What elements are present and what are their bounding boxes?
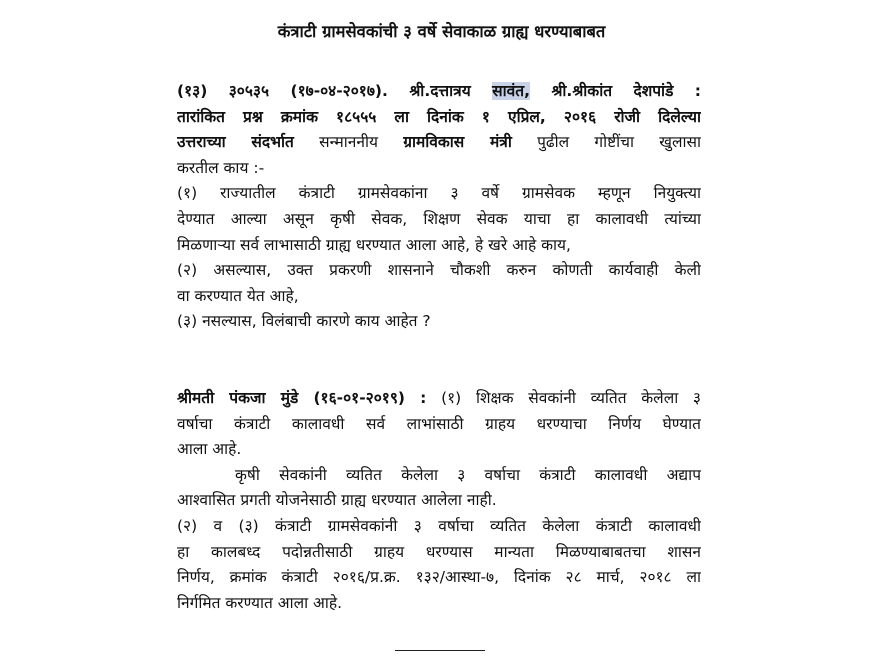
q2-line-2: वा करण्यात येत आहे, <box>177 286 299 305</box>
question-header-line <box>177 79 701 105</box>
asker-2: श्री.श्रीकांत देशपांडे : <box>551 82 701 100</box>
answer-23-line-1: (२) व (३) कंत्राटी ग्रामसेवकांनी ३ वर्षाचा व्यतित केलेला कंत्राटी कालावधी <box>177 516 701 535</box>
separator-line <box>395 650 485 651</box>
reference-text-1: सन्माननीय <box>319 133 378 152</box>
answer-23-line-3: निर्णय, क्रमांक कंत्राटी २०१६/प्र.क्र. १३२/आस्था-७, दिनांक २८ मार्च, २०१८ ला <box>177 568 701 587</box>
document-title: कंत्राटी ग्रामसेवकांची ३ वर्षे सेवाकाळ ग्राह्य धरण्याबाबत <box>277 22 606 41</box>
minister-title: ग्रामविकास मंत्री <box>403 133 512 152</box>
question-id: ३०५३५ <box>228 82 270 100</box>
asker-first-name: श्री.दत्तात्रय <box>409 82 471 100</box>
answerer-name: श्रीमती पंकजा मुंडे (१६-०१-२०१९) : <box>177 389 427 407</box>
answer-1-line-2: वर्षाचा कंत्राटी कालावधी सर्व लाभांसाठी ग्राहय धरण्याचा निर्णय घेण्यात <box>177 414 701 433</box>
reference-line-2 <box>177 130 701 156</box>
reference-bold-end: उत्तराच्या संदर्भात <box>177 133 294 152</box>
reference-end-line: करतील काय :- <box>177 158 265 177</box>
question-date: (१७-०४-२०१७). <box>290 82 388 100</box>
q2-line-1: (२) असल्यास, उक्त प्रकरणी शासनाने चौकशी करुन कोणती कार्यवाही केली <box>177 261 701 280</box>
answer-23-line-2: हा कालबध्द पदोन्नतीसाठी ग्राहय धरण्यास मान्यता मिळण्याबाबतचा शासन <box>177 542 701 561</box>
q1-line-2: देण्यात आल्या असून कृषी सेवक, शिक्षण सेवक याचा हा कालावधी त्यांच्या <box>177 209 701 228</box>
asker-last-name-highlighted: सावंत, <box>492 82 530 100</box>
answer-block <box>177 386 701 616</box>
reference-text-2: पुढील गोष्टींचा खुलासा <box>537 133 701 152</box>
q1-line-1: (१) राज्यातील कंत्राटी ग्रामसेवकांना ३ वर्षे ग्रामसेवक म्हणून नियुक्त्या <box>177 184 701 203</box>
answer-1-line-3: आला आहे. <box>177 440 242 459</box>
question-block <box>177 79 701 335</box>
answer-1b-line-2: आश्वासित प्रगती योजनेसाठी ग्राह्य धरण्यात आलेला नाही. <box>177 491 497 510</box>
answer-1-line-1: (१) शिक्षक सेवकांनी व्यतित केलेला ३ <box>441 389 701 407</box>
answer-header-line <box>177 386 701 412</box>
answer-1b-line-1: कृषी सेवकांनी व्यतित केलेला ३ वर्षाचा कंत्राटी कालावधी अद्याप <box>235 465 701 484</box>
question-number: (१३) <box>177 82 208 100</box>
q3-line: (३) नसल्यास, विलंबाची कारणे काय आहेत ? <box>177 312 431 331</box>
answer-23-line-4: निर्गमित करण्यात आला आहे. <box>177 593 343 612</box>
q1-line-3: मिळणाऱ्या सर्व लाभासाठी ग्राह्य धरण्यात आला आहे, हे खरे आहे काय, <box>177 235 571 254</box>
reference-line: तारांकित प्रश्न क्रमांक १८५५५ ला दिनांक १ एप्रिल, २०१६ रोजी दिलेल्या <box>177 107 701 126</box>
